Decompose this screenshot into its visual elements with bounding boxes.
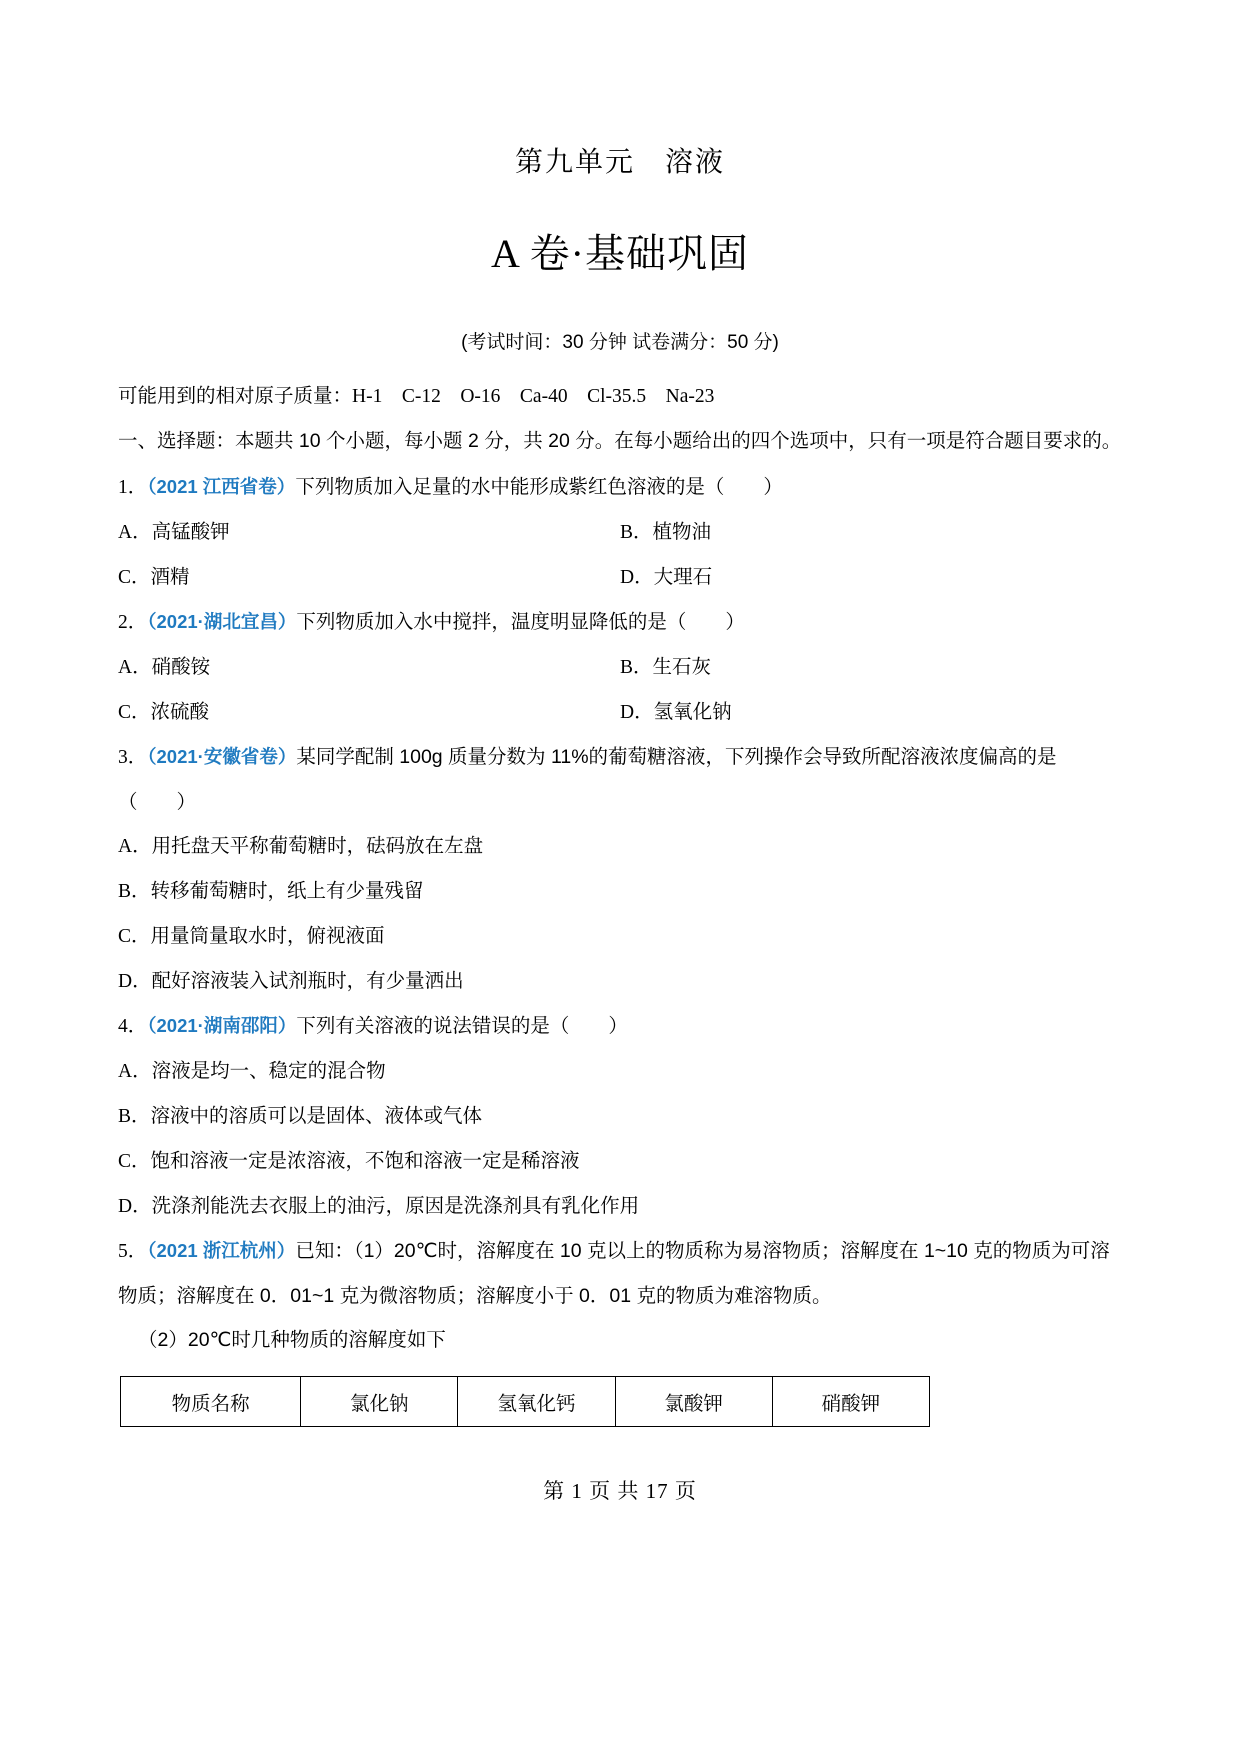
option-label: A． (118, 522, 152, 543)
option-text: 洗涤剂能洗去衣服上的油污，原因是洗涤剂具有乳化作用 (151, 1195, 640, 1217)
question-1-number: 1． (118, 477, 148, 498)
option-text: 浓硫酸 (150, 701, 210, 723)
question-1-option-c[interactable] (118, 555, 620, 600)
question-1-option-b[interactable] (620, 510, 1122, 555)
question-1-option-a[interactable] (118, 510, 620, 555)
page-content (118, 140, 1122, 1427)
question-4-stem (118, 1004, 1122, 1049)
page-footer: 第 1 页 共 17 页 (543, 1479, 697, 1503)
option-label: B． (118, 1106, 151, 1127)
question-2-option-b[interactable] (620, 645, 1122, 690)
question-4-number: 4． (118, 1016, 148, 1037)
question-2-option-d[interactable] (620, 690, 1122, 735)
option-text: 用量筒量取水时，俯视液面 (150, 925, 385, 947)
table-row (121, 1377, 930, 1427)
option-text: 高锰酸钾 (151, 521, 230, 543)
question-2-text: 下列物质加入水中搅拌，温度明显降低的是（ ） (296, 611, 745, 633)
option-text: 溶液是均一、稳定的混合物 (151, 1060, 386, 1082)
option-text: 氢氧化钠 (653, 701, 732, 723)
question-2-option-c[interactable] (118, 690, 620, 735)
question-1-source: （2021 江西省卷） (147, 476, 296, 497)
option-text: 酒精 (150, 566, 190, 588)
option-text: 转移葡萄糖时，纸上有少量残留 (150, 880, 424, 902)
table-header-sodium-chloride: 氯化钠 (301, 1377, 458, 1427)
question-2-option-a[interactable] (118, 645, 620, 690)
option-label: D． (118, 1196, 152, 1217)
question-3-source: （2021·安徽省卷） (147, 746, 297, 767)
question-1-text: 下列物质加入足量的水中能形成紫红色溶液的是（ ） (295, 476, 783, 498)
atomic-mass-values: H-1 C-12 O-16 Ca-40 Cl-35.5 Na-23 (352, 386, 715, 407)
option-label: A． (118, 657, 152, 678)
option-text: 用托盘天平称葡萄糖时，砝码放在左盘 (151, 835, 484, 857)
option-text: 饱和溶液一定是浓溶液，不饱和溶液一定是稀溶液 (150, 1150, 580, 1172)
table-header-substance-name: 物质名称 (121, 1377, 301, 1427)
option-text: 溶液中的溶质可以是固体、液体或气体 (150, 1105, 483, 1127)
question-3-stem (118, 735, 1122, 824)
question-5-text: 已知：（1）20℃时，溶解度在 10 克以上的物质称为易溶物质；溶解度在 1~10 克的物质为可溶物质；溶解度在 0．01~1 克为微溶物质；溶解度小于 0．01 克的物质为难溶物质。 (118, 1240, 1110, 1307)
question-1-stem (118, 465, 1122, 510)
question-5-number: 5． (118, 1241, 148, 1262)
question-2-options-row-2 (118, 690, 1122, 735)
atomic-mass-label: 可能用到的相对原子质量： (118, 385, 353, 407)
paper-title: A 卷·基础巩固 (491, 231, 749, 276)
question-4-option-c[interactable] (118, 1139, 1122, 1184)
option-text: 植物油 (652, 521, 712, 543)
option-text: 硝酸铵 (151, 656, 211, 678)
question-5-source: （2021 浙江杭州） (147, 1240, 296, 1261)
question-2-options-row-1 (118, 645, 1122, 690)
question-3-number: 3． (118, 747, 148, 768)
option-label: C． (118, 702, 151, 723)
question-1-options-row-1 (118, 510, 1122, 555)
question-2-number: 2． (118, 612, 148, 633)
question-3-option-d[interactable] (118, 959, 1122, 1004)
exam-info: (考试时间：30 分钟 试卷满分：50 分) (461, 332, 779, 353)
option-label: C． (118, 926, 151, 947)
question-2-source: （2021·湖北宜昌） (147, 611, 297, 632)
question-4-option-d[interactable] (118, 1184, 1122, 1229)
option-label: A． (118, 836, 152, 857)
question-4-option-b[interactable] (118, 1094, 1122, 1139)
option-text: 生石灰 (652, 656, 712, 678)
option-label: D． (620, 567, 654, 588)
unit-title: 第九单元 溶液 (514, 146, 725, 177)
question-3-option-c[interactable] (118, 914, 1122, 959)
question-1-option-d[interactable] (620, 555, 1122, 600)
option-label: B． (620, 657, 653, 678)
question-5-stem (118, 1229, 1122, 1318)
option-label: A． (118, 1061, 152, 1082)
table-header-potassium-chlorate: 氯酸钾 (615, 1377, 772, 1427)
question-1-options-row-2 (118, 555, 1122, 600)
section-intro: 一、选择题：本题共 10 个小题，每小题 2 分，共 20 分。在每小题给出的四个选项中，只有一项是符合题目要求的。 (118, 430, 1122, 452)
option-label: B． (620, 522, 653, 543)
option-label: C． (118, 1151, 151, 1172)
question-3-text: 某同学配制 100g 质量分数为 11%的葡萄糖溶液，下列操作会导致所配溶液浓度偏高的是（ ） (118, 746, 1057, 813)
option-label: D． (620, 702, 654, 723)
question-4-option-a[interactable] (118, 1049, 1122, 1094)
table-header-calcium-hydroxide: 氢氧化钙 (458, 1377, 615, 1427)
question-3-option-a[interactable] (118, 824, 1122, 869)
option-text: 配好溶液装入试剂瓶时，有少量洒出 (151, 970, 464, 992)
question-4-source: （2021·湖南邵阳） (147, 1015, 297, 1036)
solubility-table (120, 1376, 930, 1427)
question-3-option-b[interactable] (118, 869, 1122, 914)
option-label: B． (118, 881, 151, 902)
option-label: D． (118, 971, 152, 992)
question-5-substem: （2）20℃时几种物质的溶解度如下 (138, 1329, 446, 1351)
option-label: C． (118, 567, 151, 588)
option-text: 大理石 (653, 566, 713, 588)
atomic-mass-line (118, 376, 1122, 417)
table-header-potassium-nitrate: 硝酸钾 (772, 1377, 929, 1427)
question-2-stem (118, 600, 1122, 645)
question-4-text: 下列有关溶液的说法错误的是（ ） (296, 1015, 628, 1037)
